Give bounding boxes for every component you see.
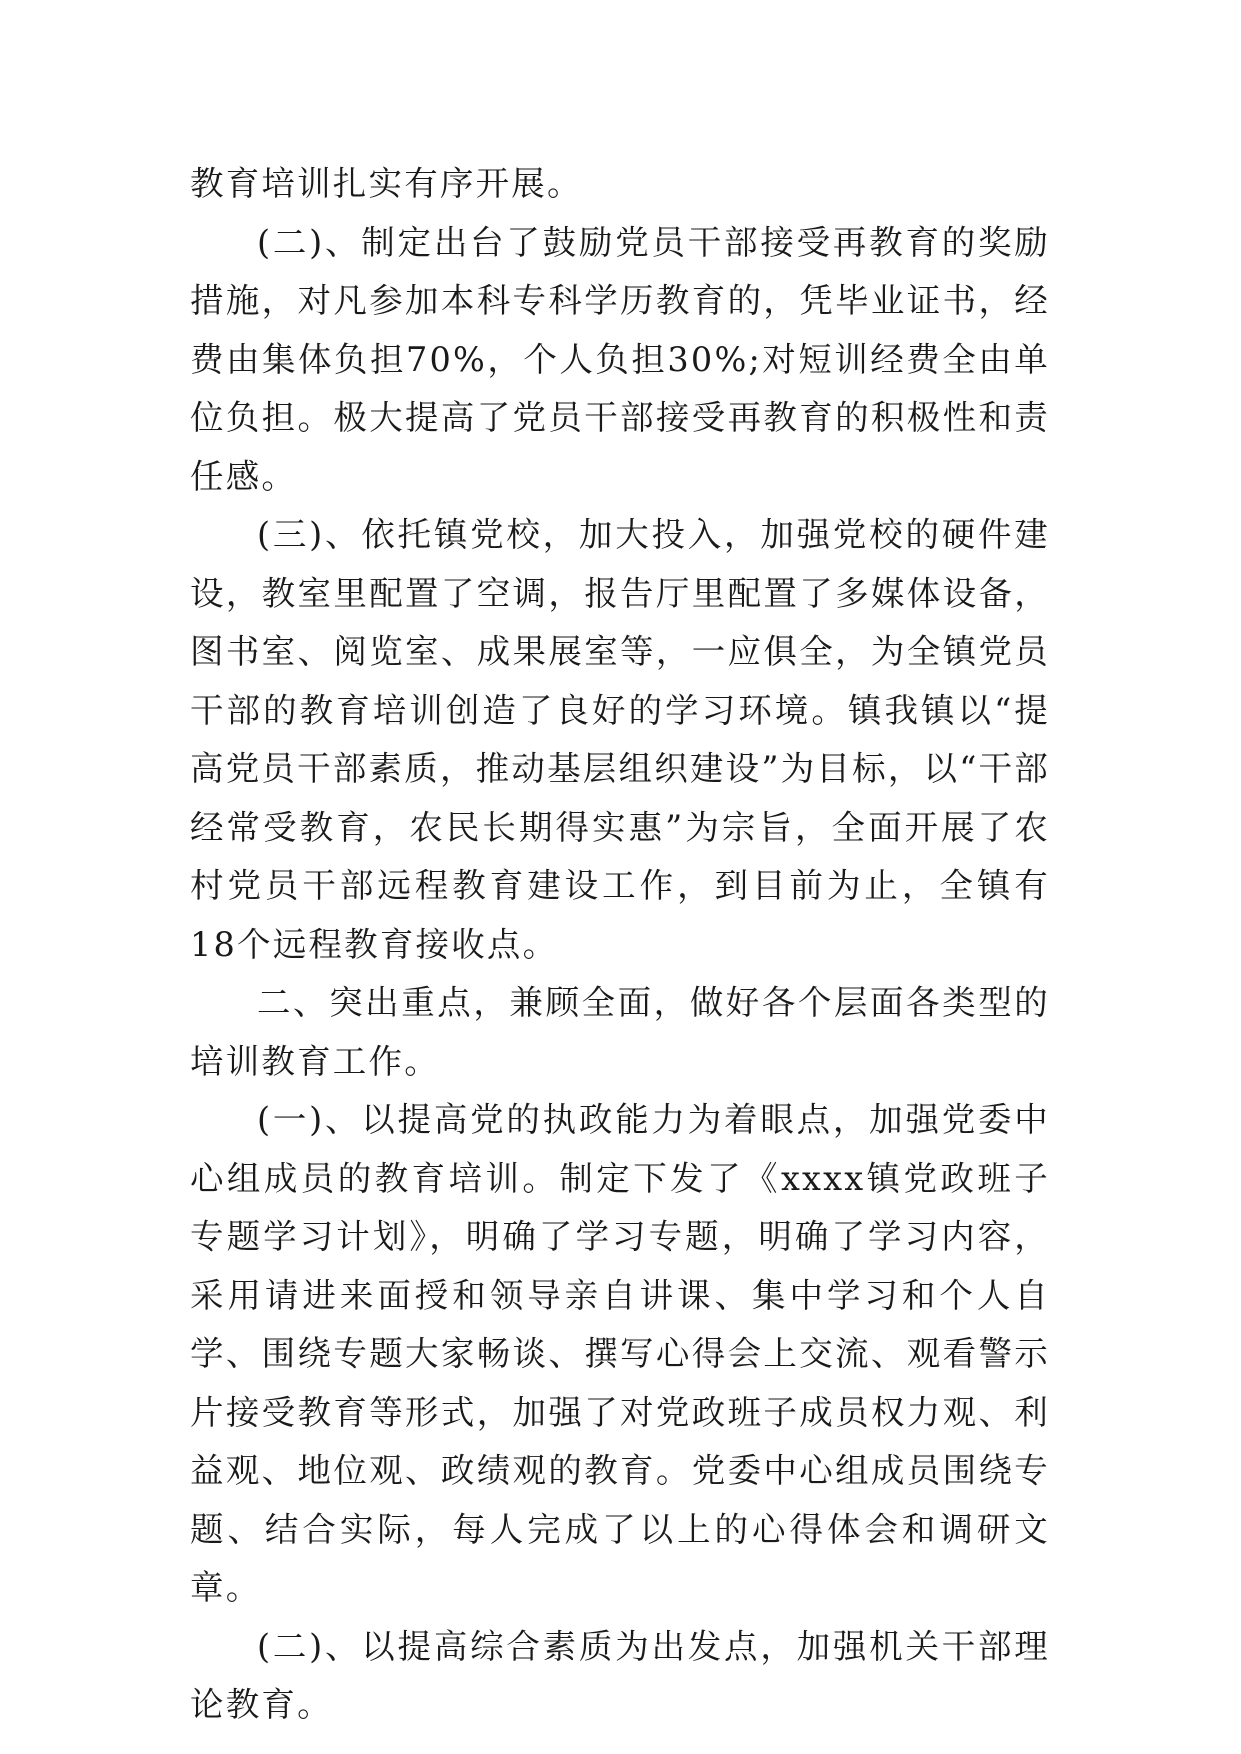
- paragraph-cadre-theory-education: (二)、以提高综合素质为出发点，加强机关干部理论教育。: [190, 1626, 1050, 1724]
- paragraph-continuation: 教育培训扎实有序开展。: [190, 164, 583, 203]
- paragraph-incentive-measures: (二)、制定出台了鼓励党员干部接受再教育的奖励措施，对凡参加本科专科学历教育的，凭毕业证书，经费由集体负担70%，个人负担30%;对短训经费全由单位负担。极大提高了党员干部接受再教育的积极性和责任感。: [190, 222, 1050, 496]
- paragraph-central-group-training: (一)、以提高党的执政能力为着眼点，加强党委中心组成员的教育培训。制定下发了《xxxx镇党政班子专题学习计划》，明确了学习专题，明确了学习内容，采用请进来面授和领导亲自讲课、集中学习和个人自学、围绕专题大家畅谈、撰写心得会上交流、观看警示片接受教育等形式，加强了对党政班子成员权力观、利益观、地位观、政绩观的教育。党委中心组成员围绕专题、结合实际，每人完成了以上的心得体会和调研文章。: [190, 1100, 1050, 1607]
- document-body: [190, 155, 1050, 1735]
- paragraph-section-two-heading: 二、突出重点，兼顾全面，做好各个层面各类型的培训教育工作。: [190, 983, 1050, 1081]
- paragraph-party-school: (三)、依托镇党校，加大投入，加强党校的硬件建设，教室里配置了空调，报告厅里配置了多媒体设备，图书室、阅览室、成果展室等，一应俱全，为全镇党员干部的教育培训创造了良好的学习环境。镇我镇以“提高党员干部素质，推动基层组织建设”为目标，以“干部经常受教育，农民长期得实惠”为宗旨，全面开展了农村党员干部远程教育建设工作，到目前为止，全镇有18个远程教育接收点。: [190, 515, 1050, 964]
